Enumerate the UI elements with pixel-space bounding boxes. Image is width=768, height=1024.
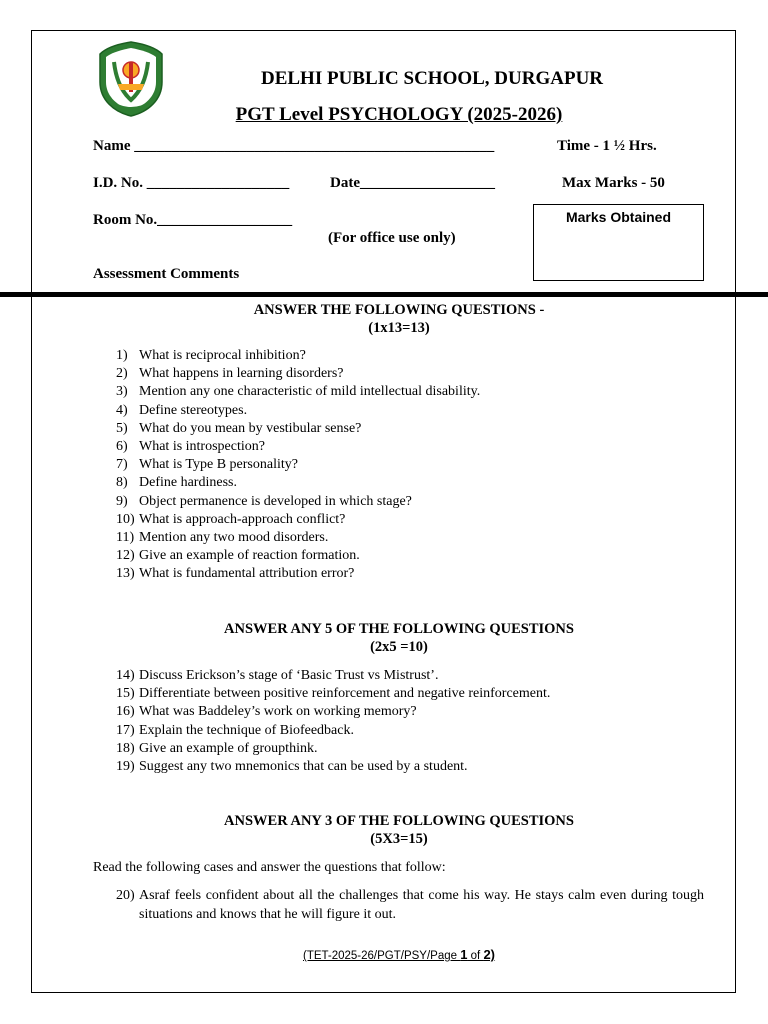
question-number: 17): [116, 722, 135, 738]
question-number: 8): [116, 475, 128, 491]
question-item: [116, 740, 550, 758]
max-marks-label: Max Marks - 50: [562, 175, 665, 191]
page-footer: [0, 947, 768, 962]
question-number: 1): [116, 348, 128, 363]
question-text: What is Type B personality?: [139, 457, 298, 473]
question-text: Object permanence is developed in which stage?: [139, 493, 412, 509]
room-no-field: Room No.__________________: [93, 212, 293, 228]
name-field: Name ________________________________________________: [93, 138, 495, 154]
question-text: Explain the technique of Biofeedback.: [139, 722, 354, 738]
section1-question-list: [116, 347, 480, 584]
question-text: What do you mean by vestibular sense?: [139, 420, 362, 436]
question-text: Suggest any two mnemonics that can be used by a student.: [139, 759, 468, 775]
question-item: [116, 456, 480, 474]
question-item: [116, 703, 550, 721]
section1-heading: ANSWER THE FOLLOWING QUESTIONS -: [253, 302, 545, 318]
section3-intro: Read the following cases and answer the questions that follow:: [93, 860, 446, 875]
question-number: 4): [116, 402, 128, 418]
section3-heading: ANSWER ANY 3 OF THE FOLLOWING QUESTIONS: [224, 813, 574, 829]
question-text: Give an example of groupthink.: [139, 740, 318, 756]
question-item: [116, 511, 480, 529]
question-text: Define stereotypes.: [139, 402, 248, 418]
question-text: Asraf feels confident about all the challenges that come his way. He stays calm even during tough situations and knows that he will figure it out.: [139, 888, 704, 922]
question-number: 12): [116, 548, 135, 564]
question-item: [116, 547, 480, 565]
question-text: Mention any one characteristic of mild intellectual disability.: [139, 384, 481, 400]
marks-obtained-label: Marks Obtained: [565, 209, 672, 225]
question-item: [116, 493, 480, 511]
question-text: Discuss Erickson’s stage of ‘Basic Trust vs Mistrust’.: [139, 668, 439, 683]
question-item: [116, 887, 704, 924]
question-item: [116, 347, 480, 365]
date-field: Date__________________: [330, 175, 495, 191]
question-number: 9): [116, 493, 128, 509]
question-number: 5): [116, 420, 128, 436]
question-item: [116, 474, 480, 492]
footer-code: (TET-2025-26/PGT/PSY/Page: [302, 950, 461, 962]
question-number: 19): [116, 759, 135, 775]
question-number: 15): [116, 686, 135, 702]
section-divider: [0, 292, 768, 297]
question-item: [116, 365, 480, 383]
assessment-comments-label: Assessment Comments: [93, 266, 240, 282]
question-item: [116, 685, 550, 703]
question-item: [116, 529, 480, 547]
time-label: Time - 1 ½ Hrs.: [557, 138, 657, 154]
question-item: [116, 722, 550, 740]
section2-heading: ANSWER ANY 5 OF THE FOLLOWING QUESTIONS: [224, 621, 574, 637]
question-text: Mention any two mood disorders.: [139, 530, 329, 546]
question-number: 2): [116, 366, 128, 382]
question-item: [116, 667, 550, 685]
section2-question-list: [116, 667, 550, 776]
school-name: DELHI PUBLIC SCHOOL, DURGAPUR: [260, 68, 604, 89]
question-item: [116, 758, 550, 776]
question-item: [116, 383, 480, 401]
question-number: 6): [116, 439, 128, 455]
question-item: [116, 438, 480, 456]
question-text: Define hardiness.: [139, 475, 237, 491]
question-number: 20): [116, 888, 135, 903]
question-text: What happens in learning disorders?: [139, 366, 344, 382]
question-text: What is introspection?: [139, 439, 265, 455]
question-text: What was Baddeley’s work on working memory?: [139, 704, 417, 720]
question-item: [116, 565, 480, 583]
exam-title: PGT Level PSYCHOLOGY (2025-2026): [235, 104, 563, 125]
question-item: [116, 402, 480, 420]
question-text: Differentiate between positive reinforcement and negative reinforcement.: [139, 686, 551, 702]
question-text: Give an example of reaction formation.: [139, 548, 360, 564]
office-use-label: (For office use only): [328, 230, 456, 246]
section3-marks: (5X3=15): [370, 831, 428, 847]
marks-obtained-box: [533, 204, 704, 281]
question-number: 11): [116, 530, 135, 546]
section2-marks: (2x5 =10): [370, 639, 428, 655]
question-item: [116, 420, 480, 438]
question-number: 18): [116, 740, 135, 756]
question-number: 13): [116, 566, 135, 582]
footer-total-pages: 2): [483, 947, 496, 962]
question-number: 16): [116, 704, 135, 720]
section1-marks: (1x13=13): [368, 320, 430, 336]
question-text: What is fundamental attribution error?: [139, 566, 355, 582]
footer-page-number: 1: [460, 947, 468, 962]
question-text: What is approach-approach conflict?: [139, 511, 346, 527]
question-text: What is reciprocal inhibition?: [139, 348, 306, 363]
question-number: 7): [116, 457, 128, 473]
question-number: 14): [116, 668, 135, 683]
id-no-field: I.D. No. ___________________: [93, 175, 290, 191]
footer-of: of: [467, 950, 484, 962]
question-number: 3): [116, 384, 128, 400]
question-number: 10): [116, 511, 135, 527]
